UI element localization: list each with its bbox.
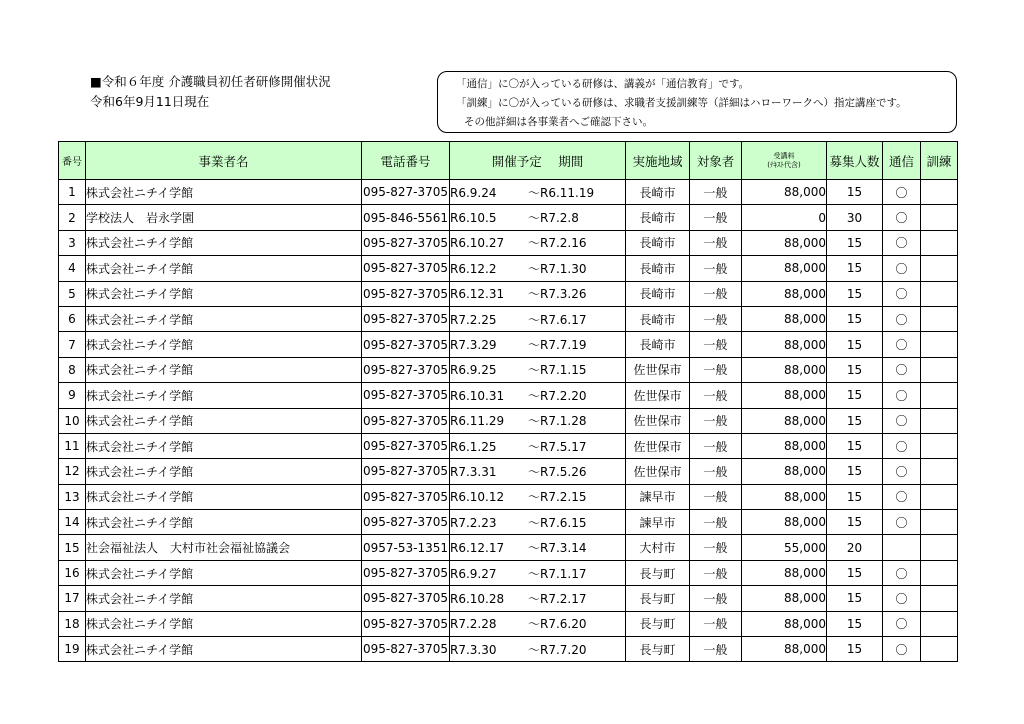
col-header-phone: 電話番号: [362, 142, 450, 180]
cell-phone: 095-827-3705: [362, 357, 450, 382]
period-end: ～R7.2.16: [528, 236, 587, 251]
cell-org: 株式会社ニチイ学館: [86, 408, 362, 433]
cell-fee: 88,000: [742, 459, 827, 484]
cell-capacity: 15: [827, 611, 883, 636]
cell-tsushin: 〇: [883, 256, 921, 281]
cell-period: [450, 408, 626, 433]
cell-fee: 88,000: [742, 180, 827, 205]
cell-area: 佐世保市: [626, 459, 690, 484]
cell-kunren: [921, 230, 958, 255]
cell-org: 学校法人 岩永学園: [86, 205, 362, 230]
period-end: ～R7.6.17: [528, 312, 587, 327]
period-end: ～R7.3.26: [528, 287, 587, 302]
cell-fee: 88,000: [742, 357, 827, 382]
cell-capacity: 15: [827, 459, 883, 484]
cell-org: 株式会社ニチイ学館: [86, 637, 362, 662]
cell-phone: 095-827-3705: [362, 637, 450, 662]
cell-period: [450, 433, 626, 458]
cell-area: 長崎市: [626, 306, 690, 331]
col-header-no: 番号: [59, 142, 86, 180]
period-start: R6.10.27: [450, 236, 505, 251]
cell-phone: 095-827-3705: [362, 281, 450, 306]
cell-kunren: [921, 459, 958, 484]
table-row: [59, 586, 958, 611]
cell-org: 株式会社ニチイ学館: [86, 611, 362, 636]
cell-capacity: 15: [827, 484, 883, 509]
cell-capacity: 15: [827, 510, 883, 535]
cell-target: 一般: [690, 408, 742, 433]
cell-target: 一般: [690, 180, 742, 205]
cell-fee: 88,000: [742, 230, 827, 255]
cell-tsushin: 〇: [883, 383, 921, 408]
period-start: R6.11.29: [450, 414, 505, 429]
cell-fee: 88,000: [742, 408, 827, 433]
cell-fee: 88,000: [742, 611, 827, 636]
period-start: R6.10.31: [450, 388, 505, 403]
cell-target: 一般: [690, 637, 742, 662]
cell-period: [450, 637, 626, 662]
cell-period: [450, 306, 626, 331]
cell-phone: 095-827-3705: [362, 510, 450, 535]
period-start: R6.9.24: [450, 185, 497, 200]
cell-org: 株式会社ニチイ学館: [86, 230, 362, 255]
cell-tsushin: [883, 535, 921, 560]
cell-fee: 88,000: [742, 306, 827, 331]
cell-period: [450, 484, 626, 509]
cell-capacity: 15: [827, 560, 883, 585]
col-header-kunren: 訓練: [921, 142, 958, 180]
period-start: R6.9.27: [450, 566, 497, 581]
cell-tsushin: 〇: [883, 306, 921, 331]
cell-area: 長崎市: [626, 230, 690, 255]
cell-target: 一般: [690, 459, 742, 484]
period-start: R7.3.29: [450, 338, 497, 353]
cell-kunren: [921, 256, 958, 281]
cell-kunren: [921, 611, 958, 636]
period-end: ～R7.1.15: [528, 363, 587, 378]
cell-fee: 88,000: [742, 281, 827, 306]
cell-period: [450, 180, 626, 205]
cell-tsushin: 〇: [883, 484, 921, 509]
cell-no: 18: [59, 611, 86, 636]
cell-target: 一般: [690, 535, 742, 560]
table-row: [59, 180, 958, 205]
cell-target: 一般: [690, 357, 742, 382]
cell-period: [450, 256, 626, 281]
note-kunren: 「訓練」に〇が入っている研修は、求職者支援訓練等（詳細はハローワークへ）指定講座です。: [456, 97, 907, 109]
cell-capacity: 15: [827, 332, 883, 357]
period-start: R7.2.23: [450, 515, 497, 530]
table-row: [59, 611, 958, 636]
cell-area: 長崎市: [626, 205, 690, 230]
period-start: R6.12.2: [450, 261, 497, 276]
cell-target: 一般: [690, 230, 742, 255]
period-start: R6.9.25: [450, 363, 497, 378]
cell-no: 19: [59, 637, 86, 662]
table-row: [59, 433, 958, 458]
cell-no: 2: [59, 205, 86, 230]
cell-capacity: 15: [827, 637, 883, 662]
fee-header-line1: 受講料: [773, 151, 795, 160]
cell-period: [450, 586, 626, 611]
table-row: [59, 637, 958, 662]
cell-tsushin: 〇: [883, 281, 921, 306]
cell-kunren: [921, 408, 958, 433]
cell-phone: 095-827-3705: [362, 332, 450, 357]
table-row: [59, 408, 958, 433]
period-end: ～R7.2.8: [528, 211, 579, 226]
period-start: R7.2.28: [450, 617, 497, 632]
cell-area: 長与町: [626, 560, 690, 585]
period-end: ～R7.2.20: [528, 388, 587, 403]
table-row: [59, 306, 958, 331]
cell-target: 一般: [690, 205, 742, 230]
table-row: [59, 205, 958, 230]
cell-org: 株式会社ニチイ学館: [86, 180, 362, 205]
cell-tsushin: 〇: [883, 459, 921, 484]
note-tsushin: 「通信」に〇が入っている研修は、講義が「通信教育」です。: [456, 78, 750, 90]
table-row: [59, 459, 958, 484]
table-row: [59, 484, 958, 509]
cell-target: 一般: [690, 510, 742, 535]
cell-capacity: 30: [827, 205, 883, 230]
cell-no: 6: [59, 306, 86, 331]
period-end: ～R7.5.17: [528, 439, 587, 454]
cell-period: [450, 510, 626, 535]
cell-no: 15: [59, 535, 86, 560]
period-end: ～R7.1.17: [528, 566, 587, 581]
cell-area: 佐世保市: [626, 383, 690, 408]
period-start: R6.10.28: [450, 591, 505, 606]
cell-phone: 095-827-3705: [362, 560, 450, 585]
period-start: R7.3.31: [450, 464, 497, 479]
table-row: [59, 560, 958, 585]
cell-fee: 88,000: [742, 332, 827, 357]
header-row: [59, 142, 958, 180]
period-end: ～R7.7.20: [528, 642, 587, 657]
cell-kunren: [921, 205, 958, 230]
cell-capacity: 15: [827, 357, 883, 382]
cell-phone: 095-846-5561: [362, 205, 450, 230]
period-end: ～R7.6.15: [528, 515, 587, 530]
cell-phone: 095-827-3705: [362, 586, 450, 611]
period-start: R6.1.25: [450, 439, 497, 454]
cell-org: 株式会社ニチイ学館: [86, 459, 362, 484]
cell-no: 3: [59, 230, 86, 255]
cell-no: 10: [59, 408, 86, 433]
cell-kunren: [921, 332, 958, 357]
cell-fee: 88,000: [742, 484, 827, 509]
col-header-tsushin: 通信: [883, 142, 921, 180]
cell-phone: 095-827-3705: [362, 230, 450, 255]
cell-org: 株式会社ニチイ学館: [86, 383, 362, 408]
cell-tsushin: 〇: [883, 408, 921, 433]
cell-org: 株式会社ニチイ学館: [86, 433, 362, 458]
cell-period: [450, 560, 626, 585]
cell-fee: 88,000: [742, 560, 827, 585]
cell-target: 一般: [690, 306, 742, 331]
period-end: ～R7.5.26: [528, 464, 587, 479]
cell-phone: 095-827-3705: [362, 383, 450, 408]
cell-area: 長崎市: [626, 180, 690, 205]
cell-org: 株式会社ニチイ学館: [86, 281, 362, 306]
cell-no: 5: [59, 281, 86, 306]
cell-no: 14: [59, 510, 86, 535]
cell-area: 長崎市: [626, 256, 690, 281]
col-header-period: 開催予定 期間: [450, 142, 626, 180]
cell-capacity: 15: [827, 408, 883, 433]
schedule-table: [58, 141, 958, 662]
cell-no: 13: [59, 484, 86, 509]
cell-fee: 88,000: [742, 510, 827, 535]
cell-area: 長崎市: [626, 332, 690, 357]
period-start: R6.12.17: [450, 541, 505, 556]
col-header-target: 対象者: [690, 142, 742, 180]
cell-area: 大村市: [626, 535, 690, 560]
cell-phone: 095-827-3705: [362, 256, 450, 281]
cell-phone: 095-827-3705: [362, 611, 450, 636]
cell-period: [450, 357, 626, 382]
cell-period: [450, 230, 626, 255]
cell-org: 株式会社ニチイ学館: [86, 510, 362, 535]
cell-area: 佐世保市: [626, 357, 690, 382]
cell-phone: 0957-53-1351: [362, 535, 450, 560]
table-row: [59, 357, 958, 382]
cell-target: 一般: [690, 484, 742, 509]
cell-org: 株式会社ニチイ学館: [86, 560, 362, 585]
cell-area: 諫早市: [626, 510, 690, 535]
cell-fee: 88,000: [742, 586, 827, 611]
col-header-fee: [742, 142, 827, 180]
cell-no: 8: [59, 357, 86, 382]
table-row: [59, 510, 958, 535]
cell-org: 株式会社ニチイ学館: [86, 586, 362, 611]
cell-capacity: 15: [827, 230, 883, 255]
cell-tsushin: 〇: [883, 560, 921, 585]
cell-tsushin: 〇: [883, 332, 921, 357]
cell-no: 9: [59, 383, 86, 408]
period-start: R6.10.12: [450, 490, 505, 505]
cell-kunren: [921, 180, 958, 205]
cell-fee: 0: [742, 205, 827, 230]
cell-phone: 095-827-3705: [362, 459, 450, 484]
cell-kunren: [921, 560, 958, 585]
col-header-org: 事業者名: [86, 142, 362, 180]
cell-phone: 095-827-3705: [362, 180, 450, 205]
table-row: [59, 230, 958, 255]
cell-tsushin: 〇: [883, 433, 921, 458]
cell-kunren: [921, 510, 958, 535]
cell-capacity: 15: [827, 180, 883, 205]
table-row: [59, 281, 958, 306]
cell-fee: 88,000: [742, 433, 827, 458]
cell-kunren: [921, 306, 958, 331]
cell-area: 長与町: [626, 586, 690, 611]
cell-no: 4: [59, 256, 86, 281]
period-start: R7.2.25: [450, 312, 497, 327]
cell-org: 社会福祉法人 大村市社会福祉協議会: [86, 535, 362, 560]
cell-phone: 095-827-3705: [362, 408, 450, 433]
cell-fee: 88,000: [742, 637, 827, 662]
period-end: ～R7.3.14: [528, 541, 587, 556]
cell-target: 一般: [690, 332, 742, 357]
cell-period: [450, 205, 626, 230]
cell-kunren: [921, 535, 958, 560]
cell-area: 長与町: [626, 637, 690, 662]
cell-no: 7: [59, 332, 86, 357]
cell-kunren: [921, 586, 958, 611]
period-end: ～R7.7.19: [528, 338, 587, 353]
cell-target: 一般: [690, 586, 742, 611]
cell-capacity: 15: [827, 306, 883, 331]
cell-org: 株式会社ニチイ学館: [86, 332, 362, 357]
cell-kunren: [921, 281, 958, 306]
cell-capacity: 15: [827, 433, 883, 458]
cell-kunren: [921, 357, 958, 382]
cell-tsushin: 〇: [883, 230, 921, 255]
notes-box: [437, 71, 957, 133]
table-row: [59, 383, 958, 408]
cell-target: 一般: [690, 611, 742, 636]
period-end: ～R7.1.28: [528, 414, 587, 429]
cell-capacity: 15: [827, 586, 883, 611]
period-start: R6.10.5: [450, 211, 497, 226]
cell-period: [450, 611, 626, 636]
note-contact: その他詳細は各事業者へご確認下さい。: [464, 116, 653, 128]
cell-org: 株式会社ニチイ学館: [86, 256, 362, 281]
cell-phone: 095-827-3705: [362, 433, 450, 458]
table-row: [59, 256, 958, 281]
cell-fee: 88,000: [742, 256, 827, 281]
cell-period: [450, 459, 626, 484]
cell-target: 一般: [690, 383, 742, 408]
cell-target: 一般: [690, 433, 742, 458]
cell-period: [450, 281, 626, 306]
cell-fee: 88,000: [742, 383, 827, 408]
cell-phone: 095-827-3705: [362, 484, 450, 509]
col-header-capacity: 募集人数: [827, 142, 883, 180]
cell-area: 佐世保市: [626, 433, 690, 458]
cell-org: 株式会社ニチイ学館: [86, 357, 362, 382]
cell-area: 諫早市: [626, 484, 690, 509]
table-row: [59, 332, 958, 357]
period-end: ～R6.11.19: [528, 185, 595, 200]
cell-area: 長与町: [626, 611, 690, 636]
fee-header-line2: (ﾃｷｽﾄ代含): [767, 160, 801, 169]
cell-period: [450, 332, 626, 357]
cell-period: [450, 383, 626, 408]
cell-org: 株式会社ニチイ学館: [86, 484, 362, 509]
page-title: ■令和６年度 介護職員初任者研修開催状況: [90, 74, 331, 89]
period-end: ～R7.1.30: [528, 261, 587, 276]
cell-target: 一般: [690, 281, 742, 306]
cell-org: 株式会社ニチイ学館: [86, 306, 362, 331]
table-row: [59, 535, 958, 560]
cell-no: 1: [59, 180, 86, 205]
cell-kunren: [921, 637, 958, 662]
cell-tsushin: 〇: [883, 180, 921, 205]
cell-tsushin: 〇: [883, 205, 921, 230]
cell-target: 一般: [690, 560, 742, 585]
period-start: R6.12.31: [450, 287, 505, 302]
cell-area: 長崎市: [626, 281, 690, 306]
cell-tsushin: 〇: [883, 586, 921, 611]
cell-no: 16: [59, 560, 86, 585]
cell-tsushin: 〇: [883, 357, 921, 382]
cell-no: 11: [59, 433, 86, 458]
cell-capacity: 15: [827, 383, 883, 408]
cell-kunren: [921, 433, 958, 458]
cell-capacity: 20: [827, 535, 883, 560]
cell-no: 17: [59, 586, 86, 611]
period-end: ～R7.2.15: [528, 490, 587, 505]
as-of-date: 令和6年9月11日現在: [90, 94, 210, 109]
period-start: R7.3.30: [450, 642, 497, 657]
col-header-area: 実施地域: [626, 142, 690, 180]
cell-tsushin: 〇: [883, 611, 921, 636]
cell-area: 佐世保市: [626, 408, 690, 433]
period-end: ～R7.2.17: [528, 591, 587, 606]
cell-no: 12: [59, 459, 86, 484]
cell-capacity: 15: [827, 281, 883, 306]
cell-tsushin: 〇: [883, 637, 921, 662]
document-header: [90, 72, 331, 112]
cell-fee: 55,000: [742, 535, 827, 560]
cell-period: [450, 535, 626, 560]
cell-tsushin: 〇: [883, 510, 921, 535]
cell-phone: 095-827-3705: [362, 306, 450, 331]
cell-kunren: [921, 383, 958, 408]
period-end: ～R7.6.20: [528, 617, 587, 632]
cell-target: 一般: [690, 256, 742, 281]
cell-kunren: [921, 484, 958, 509]
cell-capacity: 15: [827, 256, 883, 281]
